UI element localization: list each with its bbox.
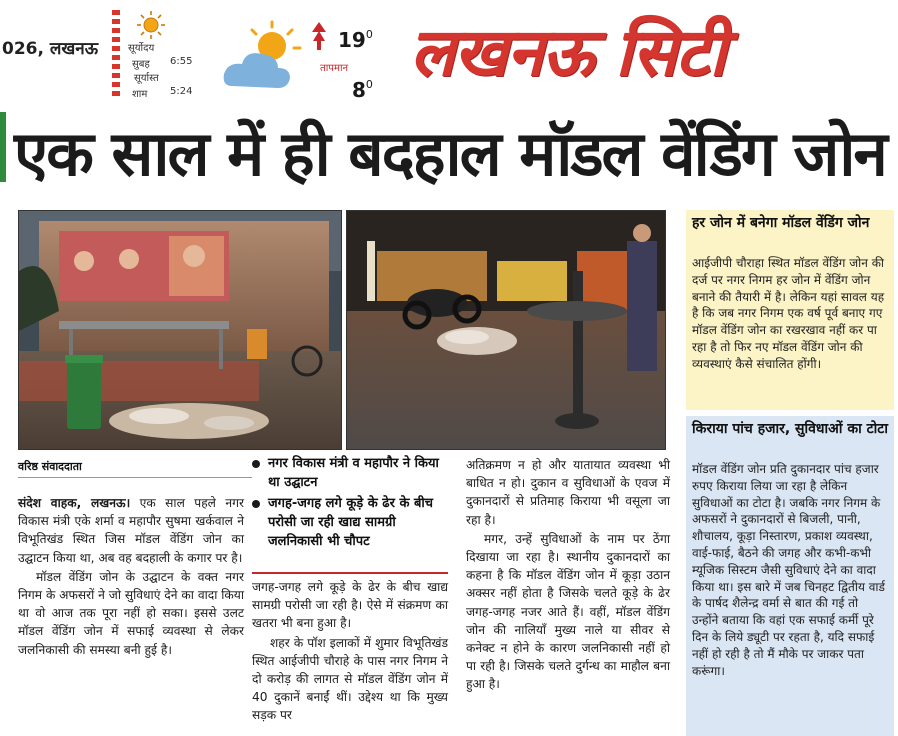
sidebar-box-heading: हर जोन में बनेगा मॉडल वेंडिंग जोन — [692, 215, 870, 231]
section-marker — [0, 112, 6, 182]
divider — [252, 572, 448, 574]
dateline: संदेश वाहक, लखनऊ। — [18, 496, 131, 510]
sidebar-box-new-zones — [686, 210, 894, 410]
bullet-icon — [252, 500, 260, 508]
sunset-time-label: शाम — [132, 89, 148, 100]
decorative-stripe — [112, 10, 120, 98]
article-paragraph: संदेश वाहक, लखनऊ। एक साल पहले नगर विकास मंत्री एके शर्मा व महापौर सुषमा खर्कवाल ने विभूतिखंड स्थित जिस मॉडल वेंडिंग जोन का उद्घाटन किया था, अब वह बदहाली के कगार पर है। — [18, 496, 244, 565]
sunrise-time: 6:55 — [170, 56, 193, 67]
article-paragraph: जगह-जगह लगे कूड़े के ढेर के बीच खाद्य सामग्री परोसी जा रही है। ऐसे में संक्रमण का खतरा भी बना हुआ है। — [252, 580, 448, 631]
sidebar — [686, 210, 894, 730]
edition-date-city: 026, लखनऊ — [2, 39, 99, 59]
article-paragraph: अतिक्रमण न हो और यातायात व्यवस्था भी बाधित न हो। दुकान व सुविधाओं के एवज में दुकानदारों से प्रतिमाह किराया भी वसूला जा रहा है। — [466, 458, 670, 527]
sun-times-panel — [112, 10, 202, 98]
article-paragraph: मॉडल वेंडिंग जोन के उद्घाटन के वक्त नगर निगम के अफसरों ने जो सुविधाएं देने का वादा किया था वो आज तक पूरा नहीं हो सका। इससे उलट मॉडल वेंडिंग जोन में सफाई व्यवस्था से लेकर जलनिकासी की समस्या बनी हुई है। — [18, 569, 244, 657]
bullet-icon — [252, 460, 260, 468]
sunrise-time-label: सुबह — [132, 59, 150, 70]
temp-label: तापमान — [320, 63, 349, 74]
article-column-3 — [466, 456, 670, 695]
article-column-2 — [252, 578, 448, 726]
masthead — [0, 0, 898, 104]
temp-low: $8^0$ — [352, 78, 373, 102]
sunrise-label: सूर्योदय — [128, 43, 155, 54]
byline: वरिष्ठ संवाददाता — [18, 456, 252, 478]
sun-icon — [136, 10, 166, 40]
sidebar-box-rent-facilities — [686, 416, 894, 736]
article-paragraph: मगर, उन्हें सुविधाओं के नाम पर ठेंगा दिखाया जा रहा है। स्थानीय दुकानदारों का कहना है कि मॉडल वेंडिंग जोन में कूड़ा उठान अक्सर नहीं होता है जिसके चलते कूड़े के ढेर जगह-जगह नजर आते हैं। वहीं, मॉडल वेंडिंग जोन की नालियाँ मुख्य नाले या सीवर से कनेक्ट न होने के कारण जलनिकासी नहीं हो पा रही है। जिसके चलते दुर्गन्ध का माहौल बना हुआ है। — [466, 531, 670, 692]
sunset-label: सूर्यास्त — [134, 73, 159, 84]
highlight-item: जगह-जगह लगे कूड़े के ढेर के बीच परोसी जा रही खाद्य सामग्री जलनिकासी भी चौपट — [252, 494, 452, 551]
temperature-panel — [312, 18, 384, 102]
article-paragraph: शहर के पॉश इलाकों में शुमार विभूतिखंड स्थित आईजीपी चौराहे के पास नगर निगम ने दो करोड़ की लागत से मॉडल वेंडिंग जोन में 40 दुकानें बनाईं थीं। उद्देश्य था कि मुख्य सड़क पर — [252, 635, 448, 723]
sidebar-box-heading: किराया पांच हजार, सुविधाओं का टोटा — [692, 421, 888, 437]
headline-bar — [0, 104, 898, 200]
temp-high: $19^0$ — [338, 28, 373, 52]
partly-cloudy-icon — [222, 16, 306, 96]
article-column-1 — [18, 494, 244, 660]
page-headline: एक साल में ही बदहाल मॉडल वेंडिंग जोन — [14, 117, 886, 190]
highlight-item: नगर विकास मंत्री व महापौर ने किया था उद्घाटन — [252, 454, 452, 492]
sidebar-box-text: मॉडल वेंडिंग जोन प्रति दुकानदार पांच हजार रुपए किराया लिया जा रहा है लेकिन सुविधाओं का टोटा है। जबकि नगर निगम के अफसरों ने दुकानदारों से बिजली, पानी, शौचालय, कूड़ा निस्तारण, प्रकाश व्यवस्था, वाई-फाई, बैठने की जगह और कभी-कभी म्यूजिक सिस्टम जैसी सुविधाएं देने का वादा किया था। इस बारे में जब चिनहट द्वितीय वार्ड के पार्षद शैलेन्द्र वर्मा से बात की गई तो उन्होंने बताया कि वहां एक सफाई कर्मी पूरे दिन के लिये ड्यूटी पर रहता है, यदि सफाई नहीं हो रही है तो मैं मौके पर जाकर पता करूंगा। — [692, 462, 885, 678]
sidebar-box-text: आईजीपी चौराहा स्थित मॉडल वेंडिंग जोन की दर्ज पर नगर निगम हर जोन में वेंडिंग जोन बनाने की तैयारी में है। लेकिन यहां सावल यह है कि जब नगर निगम एक वर्ष पूर्व बनाए गए मॉडल वेंडिंग जोन का रखरखाव नहीं कर पा रहा है तो फिर नए मॉडल वेंडिंग जोन की व्यवस्थाएं कैसे संचालित होंगी। — [692, 256, 885, 371]
sunset-time: 5:24 — [170, 86, 193, 97]
masthead-logo: लखनऊ सिटी — [410, 14, 726, 91]
highlights-list — [252, 454, 452, 572]
photo-vending-zone-garbage — [18, 210, 342, 450]
photo-garbage-near-table — [346, 210, 666, 450]
thermometer-icon — [312, 22, 326, 50]
